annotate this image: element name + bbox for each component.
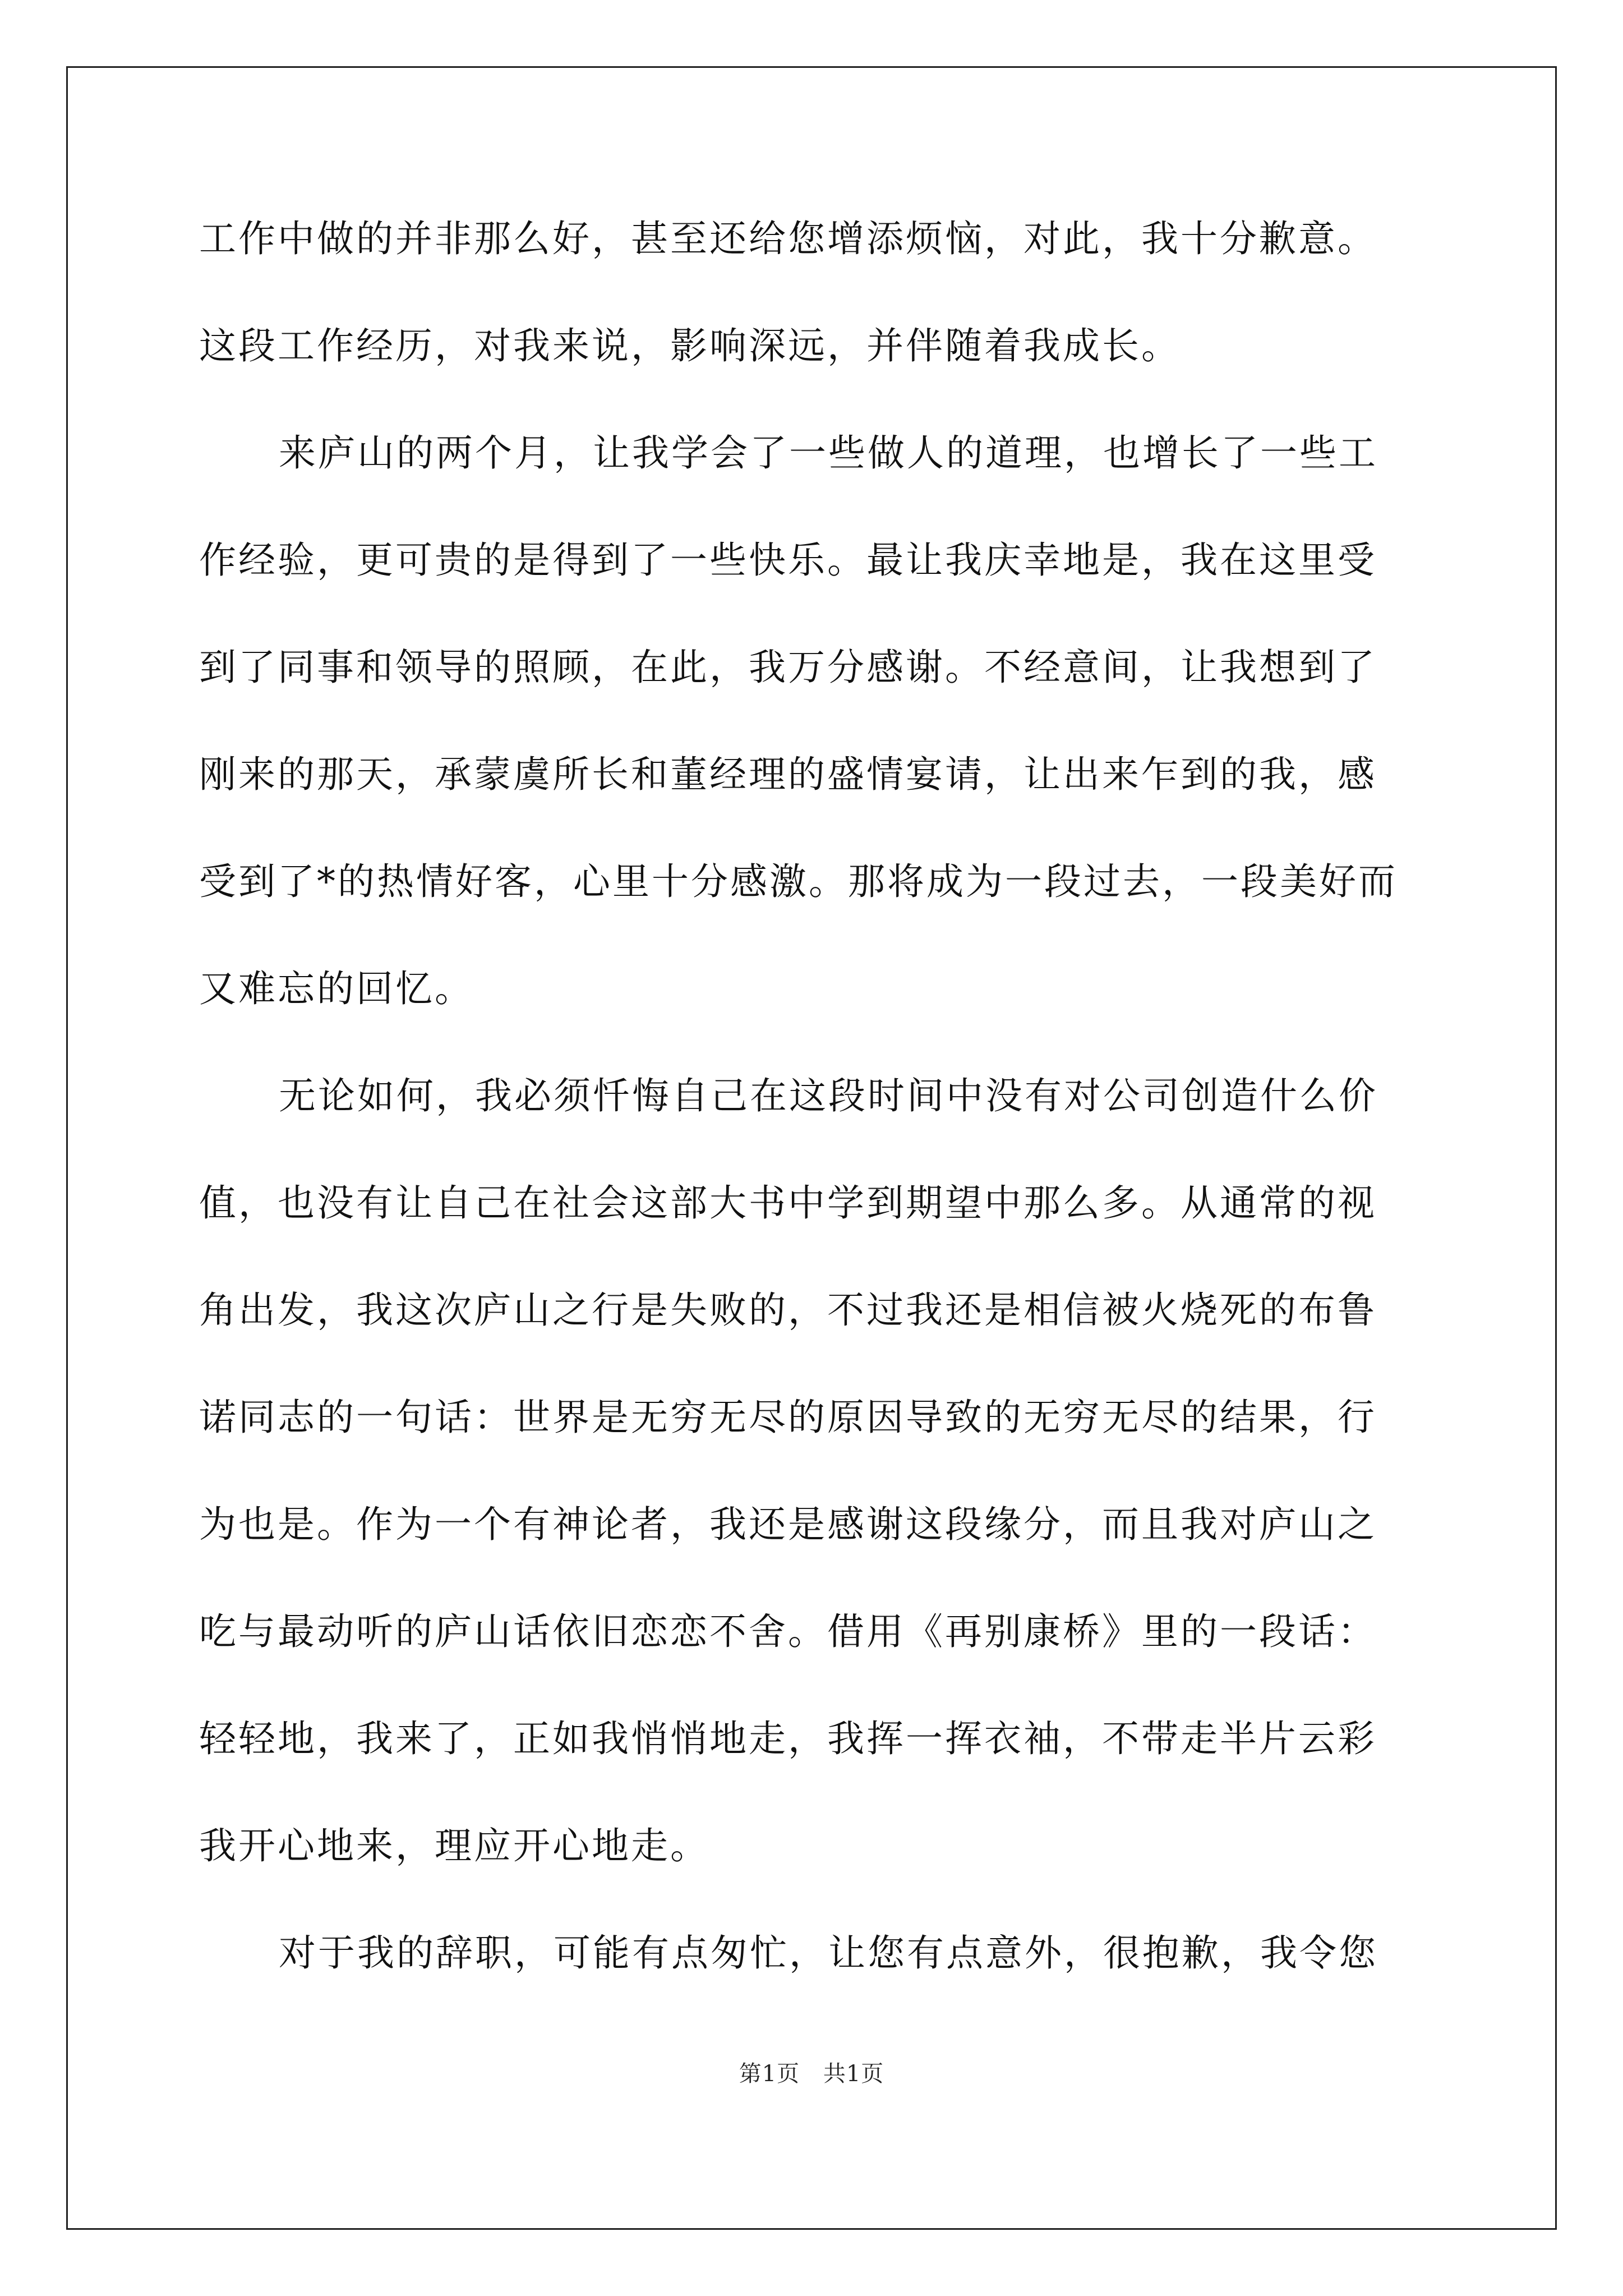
text-line: 作经验，更可贵的是得到了一些快乐。最让我庆幸地是，我在这里受 [199, 539, 1377, 582]
paragraph-first-line: 来庐山的两个月，让我学会了一些做人的道理，也增长了一些工 [279, 431, 1378, 475]
page-footer [0, 2060, 1623, 2088]
text-line: 角出发，我这次庐山之行是失败的，不过我还是相信被火烧死的布鲁 [199, 1289, 1377, 1332]
paragraph-first-line: 无论如何，我必须忏悔自己在这段时间中没有对公司创造什么价 [279, 1074, 1378, 1117]
paragraph-first-line: 对于我的辞职，可能有点匆忙，让您有点意外，很抱歉，我令您 [279, 1931, 1378, 1975]
text-line: 诺同志的一句话：世界是无穷无尽的原因导致的无穷无尽的结果，行 [199, 1396, 1377, 1439]
text-line: 吃与最动听的庐山话依旧恋恋不舍。借用《再别康桥》里的一段话： [199, 1610, 1377, 1653]
text-line: 受到了*的热情好客，心里十分感激。那将成为一段过去，一段美好而 [199, 860, 1398, 903]
document-body [199, 208, 1427, 2030]
text-line: 工作中做的并非那么好，甚至还给您增添烦恼，对此，我十分歉意。 [199, 217, 1377, 260]
page-total: 共1页 [823, 2061, 884, 2087]
text-line: 值，也没有让自己在社会这部大书中学到期望中那么多。从通常的视 [199, 1181, 1377, 1225]
text-line: 这段工作经历，对我来说，影响深远，并伴随着我成长。 [199, 324, 1181, 367]
text-line: 刚来的那天，承蒙虞所长和董经理的盛情宴请，让出来乍到的我，感 [199, 753, 1377, 796]
text-line: 我开心地来，理应开心地走。 [199, 1824, 709, 1867]
text-line: 轻轻地，我来了，正如我悄悄地走，我挥一挥衣袖，不带走半片云彩 [199, 1717, 1377, 1760]
text-line: 又难忘的回忆。 [199, 967, 474, 1010]
text-line: 为也是。作为一个有神论者，我还是感谢这段缘分，而且我对庐山之 [199, 1503, 1377, 1546]
page-number: 第1页 [739, 2061, 800, 2087]
text-line: 到了同事和领导的照顾，在此，我万分感谢。不经意间，让我想到了 [199, 646, 1377, 689]
